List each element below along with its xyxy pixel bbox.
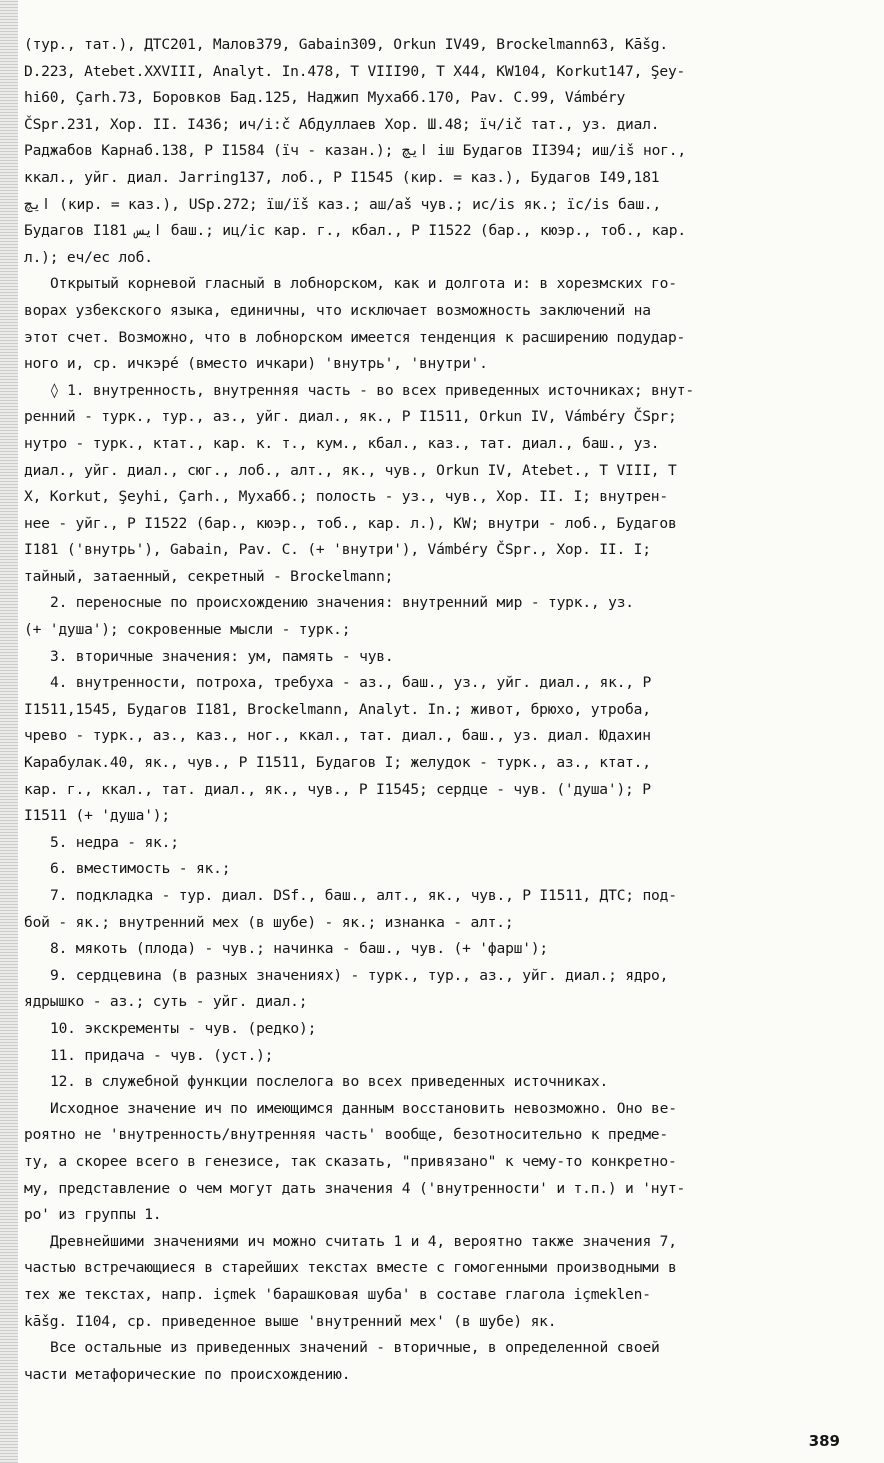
text-line: 4. внутренности, потроха, требуха - аз., баш., уз., уйг. диал., як., Р: [50, 674, 652, 692]
text-line: му, представление о чем могут дать значения 4 ('внутренности' и т.п.) и 'нут-: [24, 1179, 686, 1197]
text-line: ايچ (кир. = каз.), USp.272; ïш/ïš каз.; аш/аš чув.; ис/іs як.; їс/іs баш.,: [24, 195, 661, 213]
text-body: [24, 32, 844, 1388]
text-line: ро' из группы 1.: [24, 1206, 162, 1224]
text-line: 9. сердцевина (в разных значениях) - турк., тур., аз., уйг. диал.; ядро,: [50, 966, 669, 984]
text-line: ту, а скорее всего в генезисе, так сказать, "привязано" к чему-то конкретно-: [24, 1152, 677, 1170]
text-line: X, Korkut, Şeyhi, Çarh., Мухабб.; полость - уз., чув., Хор. II. I; внутрен-: [24, 488, 668, 506]
text-line: нутро - турк., ктат., кар. к. т., кум., кбал., каз., тат. диал., баш., уз.: [24, 434, 660, 452]
text-line: (+ 'душа'); сокровенные мысли - турк.;: [24, 621, 351, 639]
text-line: бой - як.; внутренний мех (в шубе) - як.; изнанка - алт.;: [24, 913, 514, 931]
text-line: тех же текстах, напр. іçmek 'барашковая шуба' в составе глагола іçmeklen-: [24, 1285, 651, 1303]
text-line: hi60, Çarh.73, Боровков Бад.125, Наджип Мухабб.170, Pav. C.99, Vámbéry: [24, 89, 626, 107]
text-line: Древнейшими значениями ич можно считать 1 и 4, вероятно также значения 7,: [50, 1232, 677, 1250]
text-line: 11. придача - чув. (уст.);: [50, 1046, 274, 1064]
text-line: диал., уйг. диал., сюг., лоб., алт., як., чув., Orkun IV, Atebet., Т VIII, Т: [24, 461, 677, 479]
text-line: 10. экскременты - чув. (редко);: [50, 1019, 317, 1037]
text-line: ренний - турк., тур., аз., уйг. диал., як., Р I1511, Orkun IV, Vámbéry ČSpr;: [24, 408, 677, 426]
text-line: 12. в служебной функции послелога во всех приведенных источниках.: [50, 1073, 609, 1091]
text-line: 7. подкладка - тур. диал. DSf., баш., алт., як., чув., Р I1511, ДТС; под-: [50, 887, 677, 904]
text-line: ворах узбекского языка, единичны, что исключает возможность заключений на: [24, 301, 651, 319]
text-line: части метафорические по происхождению.: [24, 1365, 351, 1383]
text-line: ного и, ср. ичкэрé (вместо ичкари) 'внутрь', 'внутри'.: [24, 355, 488, 373]
text-line: D.223, Atebet.XXVIII, Analyt. In.478, Т VIII90, Т X44, KW104, Korkut147, Şey-: [24, 62, 686, 80]
text-line: I181 ('внутрь'), Gabain, Pav. C. (+ 'внутри'), Vámbéry ČSpr., Хор. II. I;: [24, 541, 651, 559]
document-page: [24, 32, 844, 1388]
text-line: ČSpr.231, Хор. II. I436; ич/і:č Абдуллаев Хор. Ш.48; їч/іč тат., уз. диал.: [24, 115, 660, 133]
page-number: 389: [808, 1432, 840, 1450]
text-line: 6. вместимость - як.;: [50, 860, 231, 878]
text-line: чрево - турк., аз., каз., ног., ккал., тат. диал., баш., уз. диал. Юдахин: [24, 727, 651, 745]
text-line: нее - уйг., Р I1522 (бар., кюэр., тоб., кар. л.), KW; внутри - лоб., Будагов: [24, 514, 677, 532]
text-line: Раджабов Карнаб.138, Р I1584 (їч - казан.); ايچ іш Будагов II394; иш/іš ног.,: [24, 142, 686, 160]
text-line: (тур., тат.), ДТС201, Малов379, Gabain309, Orkun IV49, Brockelmann63, Kāšg.: [24, 36, 668, 53]
text-line: ядрышко - аз.; суть - уйг. диал.;: [24, 993, 308, 1011]
text-line: 5. недра - як.;: [50, 833, 179, 851]
text-line: kāšg. I104, ср. приведенное выше 'внутренний мех' (в шубе) як.: [24, 1312, 557, 1330]
text-line: 2. переносные по происхождению значения: внутренний мир - турк., уз.: [50, 594, 634, 612]
text-line: Все остальные из приведенных значений - вторичные, в определенной своей: [50, 1339, 660, 1357]
text-line: роятно не 'внутренность/внутренняя часть' вообще, безотносительно к предме-: [24, 1126, 668, 1144]
text-line: Открытый корневой гласный в лобнорском, как и долгота и: в хорезмских го-: [50, 275, 677, 293]
scan-left-edge: [0, 0, 18, 1463]
text-line: I1511,1545, Будагов I181, Brockelmann, Analyt. In.; живот, брюхо, утроба,: [24, 700, 651, 718]
text-line: Будагов I181 ايس баш.; иц/іс кар. г., кбал., Р I1522 (бар., кюэр., тоб., кар.: [24, 222, 686, 240]
text-line: тайный, затаенный, секретный - Brockelmann;: [24, 567, 394, 585]
text-line: л.); еч/ес лоб.: [24, 248, 153, 266]
text-line: I1511 (+ 'душа');: [24, 807, 170, 825]
text-line: 8. мякоть (плода) - чув.; начинка - баш., чув. (+ 'фарш');: [50, 940, 548, 958]
text-line: 3. вторичные значения: ум, память - чув.: [50, 647, 394, 665]
text-line: этот счет. Возможно, что в лобнорском имеется тенденция к расширению подудар-: [24, 328, 686, 346]
text-line: Исходное значение ич по имеющимся данным восстановить невозможно. Оно ве-: [50, 1099, 677, 1117]
text-line: частью встречающиеся в старейших текстах вместе с гомогенными производными в: [24, 1259, 677, 1277]
text-line: ◊ 1. внутренность, внутренняя часть - во всех приведенных источниках; внут-: [50, 381, 694, 399]
text-line: ккал., уйг. диал. Jarring137, лоб., Р I1545 (кир. = каз.), Будагов I49,181: [24, 168, 660, 186]
text-line: кар. г., ккал., тат. диал., як., чув., Р I1545; сердце - чув. ('душа'); Р: [24, 780, 651, 798]
text-line: Карабулак.40, як., чув., Р I1511, Будагов I; желудок - турк., аз., ктат.,: [24, 754, 651, 772]
